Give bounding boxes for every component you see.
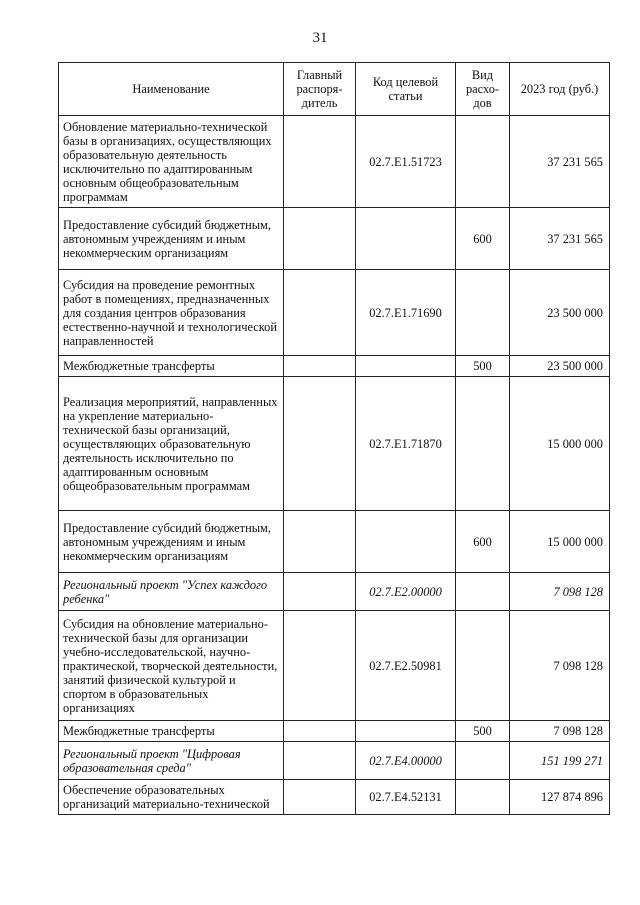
cell-target-code: 02.7.E1.71690 bbox=[356, 270, 456, 356]
cell-amount-2023: 7 098 128 bbox=[510, 721, 610, 742]
cell-amount-2023: 151 199 271 bbox=[510, 742, 610, 780]
cell-name: Региональный проект "Успех каждого ребенка" bbox=[59, 573, 284, 611]
cell-main-manager bbox=[284, 573, 356, 611]
table-row bbox=[59, 611, 610, 721]
cell-amount-2023: 7 098 128 bbox=[510, 611, 610, 721]
header-target-code: Код целевой статьи bbox=[356, 63, 456, 116]
cell-main-manager bbox=[284, 511, 356, 573]
cell-target-code bbox=[356, 511, 456, 573]
cell-name: Реализация мероприятий, направленных на укрепление материально-технической базы организаций, осуществляющих образовательную деятельность исключительно по адаптированным основным общеобразовательным программам bbox=[59, 377, 284, 511]
cell-name: Региональный проект "Цифровая образовательная среда" bbox=[59, 742, 284, 780]
cell-expense-type bbox=[456, 377, 510, 511]
table-row bbox=[59, 742, 610, 780]
cell-target-code bbox=[356, 721, 456, 742]
table-header-row bbox=[59, 63, 610, 116]
cell-target-code: 02.7.E1.51723 bbox=[356, 116, 456, 208]
cell-target-code bbox=[356, 356, 456, 377]
cell-expense-type bbox=[456, 270, 510, 356]
cell-main-manager bbox=[284, 270, 356, 356]
cell-amount-2023: 23 500 000 bbox=[510, 270, 610, 356]
cell-main-manager bbox=[284, 611, 356, 721]
cell-expense-type: 500 bbox=[456, 721, 510, 742]
cell-target-code: 02.7.E2.00000 bbox=[356, 573, 456, 611]
page-number: 31 bbox=[312, 30, 328, 46]
cell-amount-2023: 127 874 896 bbox=[510, 780, 610, 815]
cell-name: Предоставление субсидий бюджетным, автономным учреждениям и иным некоммерческим организациям bbox=[59, 511, 284, 573]
table-row bbox=[59, 377, 610, 511]
cell-expense-type: 600 bbox=[456, 511, 510, 573]
cell-name: Обновление материально-технической базы в организациях, осуществляющих образовательную деятельность исключительно по адаптированным основным общеобразовательным программам bbox=[59, 116, 284, 208]
cell-name: Обеспечение образовательных организаций материально-технической bbox=[59, 780, 284, 815]
table-row bbox=[59, 356, 610, 377]
cell-target-code: 02.7.E4.00000 bbox=[356, 742, 456, 780]
cell-amount-2023: 23 500 000 bbox=[510, 356, 610, 377]
cell-name: Субсидия на проведение ремонтных работ в помещениях, предназначенных для создания центров образования естественно-научной и технологической направленностей bbox=[59, 270, 284, 356]
table-row bbox=[59, 270, 610, 356]
cell-amount-2023: 37 231 565 bbox=[510, 208, 610, 270]
cell-amount-2023: 15 000 000 bbox=[510, 511, 610, 573]
cell-target-code: 02.7.E4.52131 bbox=[356, 780, 456, 815]
cell-amount-2023: 15 000 000 bbox=[510, 377, 610, 511]
header-expense-type: Вид расхо-дов bbox=[456, 63, 510, 116]
cell-amount-2023: 37 231 565 bbox=[510, 116, 610, 208]
cell-target-code: 02.7.E2.50981 bbox=[356, 611, 456, 721]
cell-expense-type bbox=[456, 573, 510, 611]
cell-name: Межбюджетные трансферты bbox=[59, 356, 284, 377]
header-year-2023: 2023 год (руб.) bbox=[510, 63, 610, 116]
header-main-manager: Главный распоря-дитель bbox=[284, 63, 356, 116]
cell-target-code: 02.7.E1.71870 bbox=[356, 377, 456, 511]
cell-main-manager bbox=[284, 721, 356, 742]
cell-amount-2023: 7 098 128 bbox=[510, 573, 610, 611]
cell-target-code bbox=[356, 208, 456, 270]
cell-expense-type bbox=[456, 116, 510, 208]
cell-main-manager bbox=[284, 780, 356, 815]
cell-expense-type bbox=[456, 611, 510, 721]
cell-main-manager bbox=[284, 742, 356, 780]
table-row bbox=[59, 780, 610, 815]
header-name: Наименование bbox=[59, 63, 284, 116]
table-row bbox=[59, 573, 610, 611]
budget-table bbox=[58, 62, 610, 815]
table-row bbox=[59, 208, 610, 270]
cell-expense-type: 600 bbox=[456, 208, 510, 270]
cell-main-manager bbox=[284, 356, 356, 377]
cell-main-manager bbox=[284, 116, 356, 208]
table-row bbox=[59, 511, 610, 573]
cell-expense-type bbox=[456, 742, 510, 780]
cell-name: Субсидия на обновление материально-технической базы для организации учебно-исследовательской, научно-практической, творческой деятельности, занятий физической культурой и спортом в образовательных организациях bbox=[59, 611, 284, 721]
cell-main-manager bbox=[284, 208, 356, 270]
cell-expense-type bbox=[456, 780, 510, 815]
cell-main-manager bbox=[284, 377, 356, 511]
cell-name: Предоставление субсидий бюджетным, автономным учреждениям и иным некоммерческим организациям bbox=[59, 208, 284, 270]
cell-expense-type: 500 bbox=[456, 356, 510, 377]
table-row bbox=[59, 721, 610, 742]
cell-name: Межбюджетные трансферты bbox=[59, 721, 284, 742]
table-row bbox=[59, 116, 610, 208]
